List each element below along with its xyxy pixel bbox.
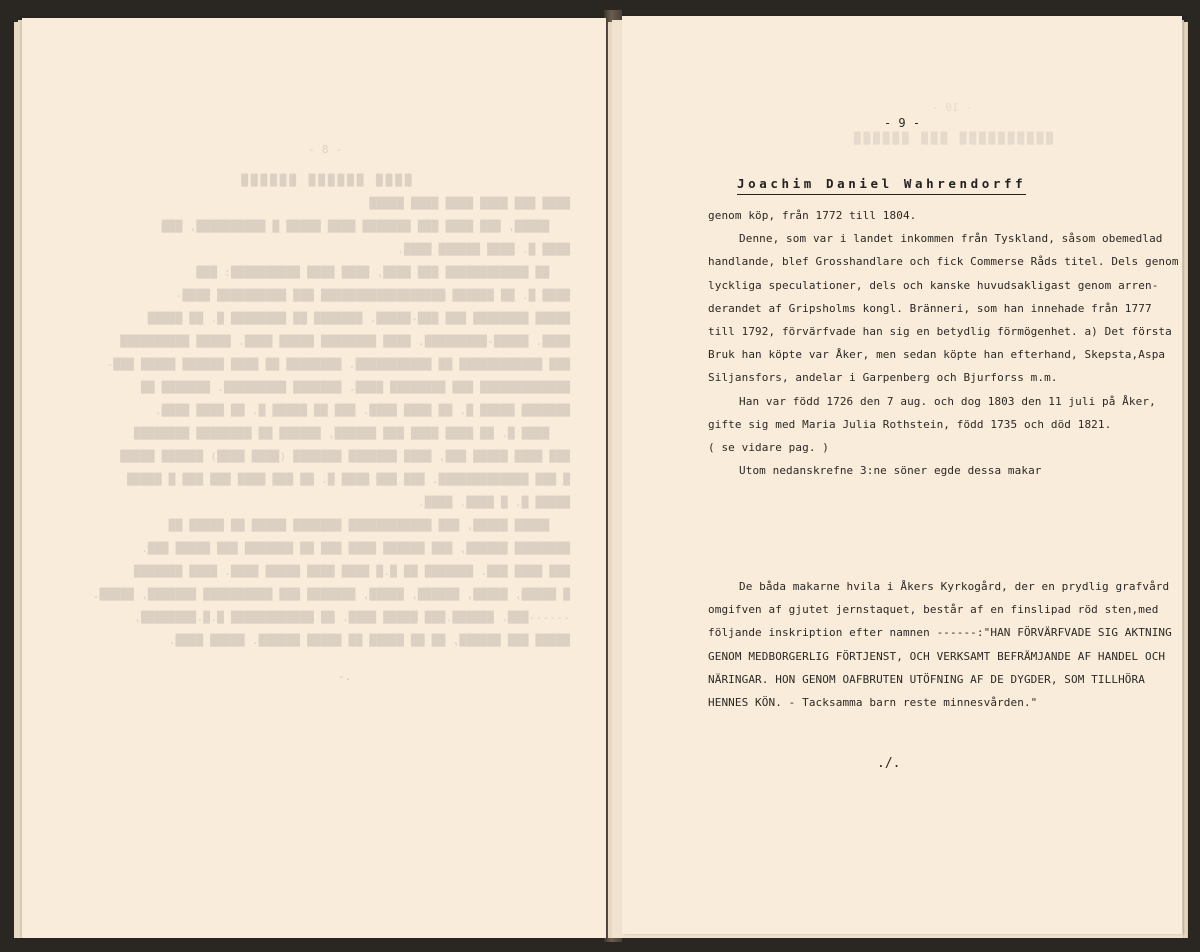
text-line: Han var född 1726 den 7 aug. och dog 1803 den 11 juli på Åker, xyxy=(739,394,1156,408)
text-line: följande inskription efter namnen ------:"HAN FÖRVÄRFVADE SIG AKTNING xyxy=(708,626,1172,640)
text-line: lyckliga speculationer, dels och kanske huvudsakligast genom arren- xyxy=(708,278,1159,292)
text-line xyxy=(708,552,1179,575)
page-title: Joachim Daniel Wahrendorff xyxy=(737,176,1026,195)
text-line: handlande, blef Grosshandlare och fick Commerse Råds titel. Dels genom xyxy=(708,255,1179,269)
end-mark: ./. xyxy=(877,756,901,771)
text-line: omgifven af gjutet jernstaquet, består af en finslipad röd sten,med xyxy=(708,603,1159,617)
bleed-through-mark: -. xyxy=(338,670,352,683)
bleed-through-text: - 8 - ████ ██████ ██████ ████ ███ ████ ████ ████ █████ █████, ███ ████ ███ ███████ ████ █████ █ ██████████, ███ ████ █. ████ ██████ ████. ██ ████████████ ███ ████, ████ ████ ██████████: ███ ████ █. ██ ██████ ██████████████████ ███ ██████████ ████- █████ ████████ ███ ███-█████. ███████ ██ ████████ █. ██ █████ ████. █████-█████████. ████ ████████ █████ ████. █████ ██████████ ███ ████████████ ██ ███████████. ████████ ██ ████ ██████ █████ ███- █████████████ ███ ████████ ████. ███████ █████████. ███████ ██ ███████ █████ █. ██ ████ ████. ███ ██ █████ █. ██ ████ ████. ████ █. ██ ████ ████ ███ ██████, ██████ ██ ████████ ████████ ███ ████ █████ ███, ████ ███████ ███████ (████ ████) ██████ █████ █ ███ █████████████. ███ ███ ████ █. ██ ███ ████ ███ ███ █ █████ █████ █. █ ████. ████. █████ █████, ███ ████████████ ███████ █████ ██ █████ ██ ████████ ██████, ███ ██████ ████ ███ ██ ███████ ███ █████ ███. ███ ████ ███. ███████ ██ █.█ ████ ████ █████ ████. ████ ███████ █ █████, █████, ██████, █████, ███████ ███ ██████████ ███████, █████. ------███. ██████.███ █████ ████. ██ ████████████ █.█.████████, █████ ███ ██████, ██ ██ █████ ██ █████ ██████. █████ ████. xyxy=(92,143,570,647)
text-line xyxy=(708,505,1179,528)
text-line: NÄRINGAR. HON GENOM OAFBRUTEN UTÖFNING AF DE DYGDER, SOM TILLHÖRA xyxy=(708,672,1145,686)
typed-body xyxy=(708,204,1179,714)
text-line: Denne, som var i landet inkommen från Tyskland, såsom obemedlad xyxy=(739,232,1163,246)
text-line: De båda makarne hvila i Åkers Kyrkogård, der en prydlig grafvård xyxy=(739,580,1170,593)
text-line xyxy=(708,529,1179,552)
text-line: Utom nedanskrefne 3:ne söner egde dessa makar xyxy=(739,464,1042,478)
text-line: derandet af Gripsholms kongl. Bränneri, som han innehade från 1777 xyxy=(708,301,1152,315)
text-line: HENNES KÖN. - Tacksamma barn reste minnesvården." xyxy=(708,695,1038,709)
text-line: Bruk han köpte var Åker, men sedan köpte han efterhand, Skepsta,Aspa xyxy=(708,348,1166,362)
text-line: gifte sig med Maria Julia Rothstein, född 1735 och död 1821. xyxy=(708,417,1112,431)
text-line: till 1792, förvärfvade han sig en betydlig förmögenhet. a) Det första xyxy=(708,324,1172,338)
text-line: GENOM MEDBORGERLIG FÖRTJENST, OCH VERKSAMT BEFRÄMJANDE AF HANDEL OCH xyxy=(708,649,1166,663)
bleed-through-text: - 10 - ██████████ ███ ██████ xyxy=(850,101,1054,145)
page-number: - 9 - xyxy=(883,116,921,130)
right-page xyxy=(622,16,1182,934)
text-line: genom köp, från 1772 till 1804. xyxy=(708,209,917,222)
text-line: Siljansfors, andelar i Garpenberg och Bjurforss m.m. xyxy=(708,371,1058,385)
text-line xyxy=(708,482,1179,505)
left-page xyxy=(22,18,606,938)
text-line: ( se vidare pag. ) xyxy=(708,440,830,454)
